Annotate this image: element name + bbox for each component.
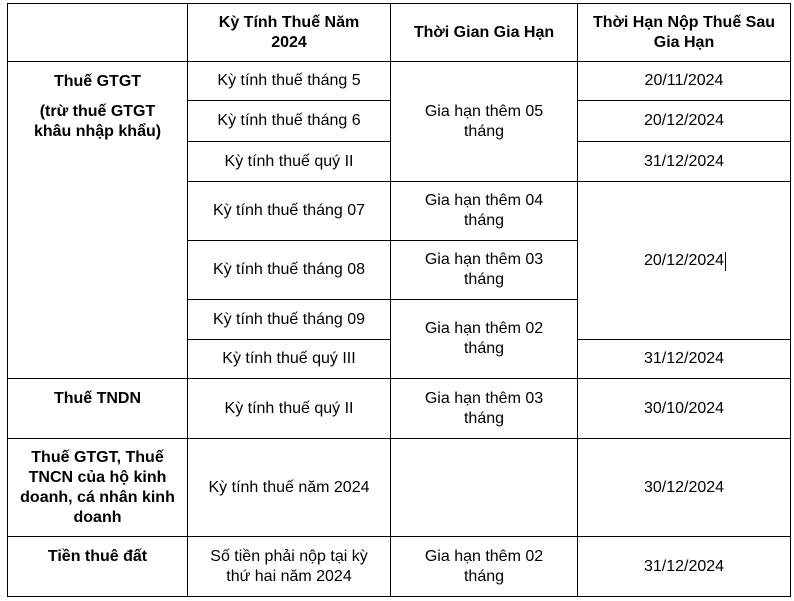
extension-line1: Gia hạn thêm 03 [424,389,544,407]
period-text: Kỳ tính thuế tháng 6 [217,112,361,129]
text-cursor [725,252,726,271]
period-cell [188,182,390,240]
extension-cell [391,62,577,181]
period-text: Kỳ tính thuế tháng 08 [212,261,366,278]
header-cell-period [188,4,390,61]
deadline-cell [578,101,790,141]
extension-cell [391,182,577,240]
extension-cell [391,439,577,536]
period-text: Kỳ tính thuế tháng 09 [212,310,366,328]
header-col2-line1: Kỳ Tính Thuế Năm [218,13,360,31]
period-text: Kỳ tính thuế tháng 5 [217,72,361,89]
group-land [8,537,187,596]
deadline-text: 20/12/2024 [643,251,725,269]
group-cit [8,379,187,438]
extension-line1: Gia hạn thêm 02 [424,547,544,565]
header-cell-extension [391,4,577,61]
extension-line1: Gia hạn thêm 05 [424,102,544,120]
table-border-bottom [7,596,791,597]
group-household-line1: Thuế GTGT, Thuế [31,448,164,466]
deadline-text: 20/11/2024 [644,72,724,89]
extension-cell [391,537,577,596]
period-cell [188,62,390,100]
group-cit-title: Thuế TNDN [53,390,142,407]
period-text: Kỳ tính thuế quý III [222,350,356,367]
period-text: Kỳ tính thuế quý II [224,152,354,170]
deadline-cell [578,142,790,181]
group-land-title: Tiền thuê đất [47,548,148,565]
group-household-line2: TNCN của hộ kinh [28,468,167,486]
period-cell [188,300,390,339]
group-vat-subtitle-line1: (trừ thuế GTGT [39,103,156,120]
group-household [8,439,187,536]
deadline-cell [578,340,790,378]
extension-line1: Gia hạn thêm 02 [424,320,544,337]
period-cell [188,241,390,299]
period-cell [188,439,390,536]
extension-line2: tháng [463,122,505,140]
extension-line1: Gia hạn thêm 04 [424,192,544,209]
header-col4-line2: Gia Hạn [653,33,715,51]
header-col4-line1: Thời Hạn Nộp Thuế Sau [592,13,776,31]
extension-line2: tháng [463,340,505,357]
extension-line2: tháng [463,567,505,585]
period-line2: thứ hai năm 2024 [226,567,352,585]
deadline-text: 30/12/2024 [643,478,725,496]
deadline-text: 20/12/2024 [643,112,725,129]
group-household-line3: doanh, cá nhân kinh [20,488,175,506]
deadline-text: 31/12/2024 [643,557,725,575]
extension-line2: tháng [463,212,505,229]
extension-line2: tháng [463,409,505,427]
deadline-cell [578,62,790,100]
group-household-line4: doanh [73,508,122,526]
header-col3-line1: Thời Gian Gia Hạn [413,23,555,41]
extension-line2: tháng [463,271,505,288]
group-vat [8,62,187,378]
period-text: Kỳ tính thuế tháng 07 [212,202,366,219]
deadline-cell [578,537,790,596]
group-vat-subtitle-line2: khâu nhập khẩu) [33,123,162,140]
extension-cell [391,300,577,378]
period-cell [188,142,390,181]
deadline-cell [578,182,790,339]
period-cell [188,340,390,378]
extension-cell [391,379,577,438]
extension-cell [391,241,577,299]
header-col2-line2: 2024 [271,33,307,51]
deadline-cell [578,379,790,438]
extension-line1: Gia hạn thêm 03 [424,251,544,268]
period-cell [188,537,390,596]
deadline-text: 31/12/2024 [643,152,725,170]
table-border-right [790,3,791,597]
deadline-cell [578,439,790,536]
header-cell-deadline [578,4,790,61]
deadline-text: 31/12/2024 [643,350,725,367]
header-cell-empty [8,4,187,61]
period-line1: Số tiền phải nộp tại kỳ [210,547,368,565]
period-cell [188,379,390,438]
period-cell [188,101,390,141]
period-text: Kỳ tính thuế quý II [224,399,354,417]
deadline-text: 30/10/2024 [643,399,725,417]
group-vat-title: Thuế GTGT [53,73,142,90]
period-text: Kỳ tính thuế năm 2024 [208,478,370,496]
